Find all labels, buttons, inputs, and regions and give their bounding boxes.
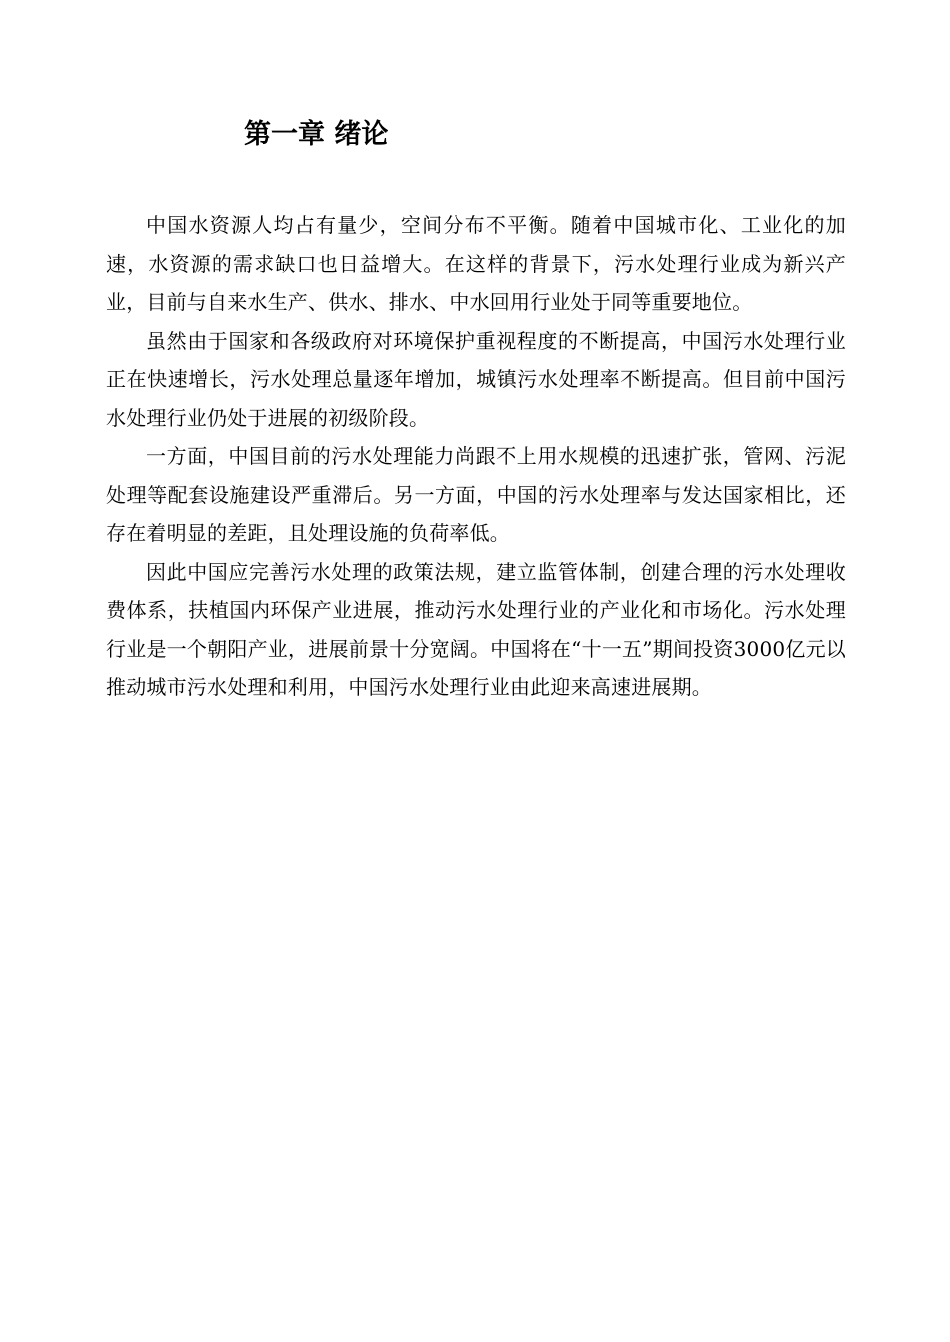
- paragraph-1: 中国水资源人均占有量少，空间分布不平衡。随着中国城市化、工业化的加速，水资源的需求缺口也日益增大。在这样的背景下，污水处理行业成为新兴产业，目前与自来水生产、供水、排水、中水回用行业处于同等重要地位。: [106, 213, 846, 314]
- paragraph-4: 因此中国应完善污水处理的政策法规，建立监管体制，创建合理的污水处理收费体系，扶植国内环保产业进展，推动污水处理行业的产业化和市场化。污水处理行业是一个朝阳产业，进展前景十分宽阔。中国将在“十一五”期间投资3000亿元以推动城市污水处理和利用，中国污水处理行业由此迎来高速进展期。: [106, 559, 846, 699]
- chapter-title: 第一章 绪论: [244, 119, 389, 150]
- paragraph-2: 虽然由于国家和各级政府对环境保护重视程度的不断提高，中国污水处理行业正在快速增长，污水处理总量逐年增加，城镇污水处理率不断提高。但目前中国污水处理行业仍处于进展的初级阶段。: [106, 328, 846, 430]
- paragraph-3: 一方面，中国目前的污水处理能力尚跟不上用水规模的迅速扩张，管网、污泥处理等配套设施建设严重滞后。另一方面，中国的污水处理率与发达国家相比，还存在着明显的差距，且处理设施的负荷率低。: [106, 444, 846, 545]
- body-text: [106, 206, 846, 707]
